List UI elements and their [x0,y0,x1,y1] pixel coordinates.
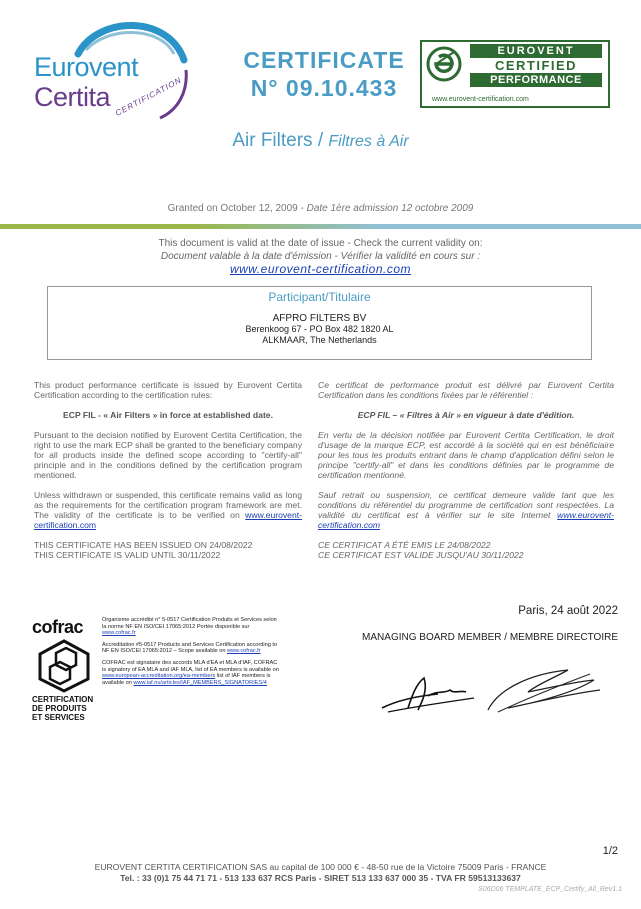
cofrac-fr-text: Organisme accrédité n° 5-0517 Certification Produits et Services selon la norme NF EN ISO/CEI 17065:2012 Portée disponible sur [102,617,277,630]
cofrac-ea-link[interactable]: www.european-accreditation.org/ea-members [102,673,216,680]
english-column [34,380,302,560]
cofrac-wordmark: cofrac [32,617,84,637]
cofrac-logo [32,617,98,729]
validity-notice [0,237,641,276]
certificate-title [226,46,422,102]
divider-gradient [0,224,641,229]
eurovent-certified-performance-logo [420,40,610,108]
en-paragraph-4-text: Unless withdrawn or suspended, this certificate remains valid as long as the requirements for the certification program framework are met. The validity of the certificate is to be verified on [34,490,302,520]
en-paragraph-1: This product performance certificate is issued by Eurovent Certita Certification according to the certification rules: [34,380,302,400]
participant-name: AFPRO FILTERS BV [272,313,367,324]
fr-issued-date: CE CERTIFICAT A ÉTÉ EMIS LE 24/08/2022 [318,540,491,550]
granted-fr: Date 1ère admission 12 octobre 2009 [306,203,474,214]
french-column [318,380,614,560]
en-paragraph-4 [34,490,302,530]
ecp-band-eurovent: EUROVENT [470,44,602,58]
cofrac-mla [102,660,282,686]
participant-title: Participant/Titulaire [268,290,371,304]
signature-1 [382,678,474,712]
en-issued-date: THIS CERTIFICATE HAS BEEN ISSUED ON 24/08/2022 [34,540,253,550]
cofrac-caption-line2: DE PRODUITS [32,704,87,713]
certificate-title-line1: CERTIFICATE [243,47,405,73]
logo-certification-text: CERTIFICATION [114,75,184,118]
cofrac-caption [32,695,93,722]
signatures-image [378,660,608,722]
page-number: 1/2 [602,845,618,857]
cofrac-caption-line1: CERTIFICATION [32,695,94,704]
cofrac-iaf-link[interactable]: www.iaf.nu/articles/IAF_MEMBERS_SIGNATORIES/4 [133,679,267,686]
footer-registration-line: Tel. : 33 (0)1 75 44 71 71 - 513 133 637 RCS Paris - SIRET 513 133 637 000 35 - TVA FR 59513133637 [120,873,521,883]
cofrac-mla-text: COFRAC est signataire des accords MLA d'EA et MLA d'IAF, COFRAC is signatory of EA MLA and IAF MLA, list of EA members is available on [102,659,279,673]
logo-certita-text: Certita [34,82,111,112]
cofrac-fr-accreditation [102,617,282,637]
cofrac-fr-link[interactable]: www.cofrac.fr [102,630,136,637]
fr-paragraph-4 [318,490,614,530]
cofrac-caption-line3: ET SERVICES [32,713,85,722]
ecp-band-performance: PERFORMANCE [470,73,602,87]
cofrac-en-accreditation [102,642,282,655]
eurovent-certita-logo [28,18,188,128]
cofrac-mla-text2: list of IAF members is available on [102,673,271,686]
validity-fr: Document valable à la date d'émission - Vérifier la validité en cours sur : [160,251,481,262]
ecp-url: www.eurovent-certification.com [432,96,529,103]
ecp-badge-icon [426,46,462,82]
logo-eurovent-text: Eurovent [34,52,139,82]
certificate-number: N° 09.10.433 [250,75,398,101]
en-valid-until: THIS CERTIFICATE IS VALID UNTIL 30/11/2022 [34,550,221,560]
granted-en: Granted on October 12, 2009 - [167,203,304,214]
fr-valid-until: CE CERTIFICAT EST VALIDE JUSQU'AU 30/11/2022 [318,550,524,560]
subject-fr: Filtres à Air [328,133,409,150]
place-date: Paris, 24 août 2022 [518,605,618,617]
participant-box [47,286,592,360]
en-paragraph-3: Pursuant to the decision notified by Eurovent Certita Certification, the right to use the mark ECP shall be granted to the beneficiary company for all products inside the defined scope according to "certify-all" principle and in the conditions defined by the certification program mentioned. [34,430,302,480]
granted-date [0,203,641,214]
fr-paragraph-1: Ce certificat de performance produit est délivré par Eurovent Certita Certification dans les conditions fixées par le référentiel : [318,380,614,400]
cofrac-accreditation-text [102,617,282,691]
ecp-certified-text: CERTIFIED [494,58,578,73]
fr-paragraph-4-text: Sauf retrait ou suspension, ce certificat demeure valide tant que les conditions du référentiel du programme de certification sont respectées. La validité du certificat est à vérifier sur le site Internet [318,490,614,520]
template-reference: S06D06 TEMPLATE_ECP_Certify_All_Rev1.1 [478,886,622,893]
en-validity-link[interactable]: www.eurovent-certification.com [34,510,302,530]
participant-address-line2: ALKMAAR, The Netherlands [262,335,377,345]
footer-company-line: EUROVENT CERTITA CERTIFICATION SAS au capital de 100 000 € - 48-50 rue de la Victoire 75009 Paris - FRANCE [94,862,547,872]
cofrac-en-link[interactable]: www.cofrac.fr [227,648,261,655]
validity-link[interactable]: www.eurovent-certification.com [229,262,412,276]
certificate-subject [0,130,641,152]
validity-en: This document is valid at the date of issue - Check the current validity on: [158,238,483,249]
signatory-role: MANAGING BOARD MEMBER / MEMBRE DIRECTOIRE [362,632,618,643]
cofrac-en-text: Accreditation #5-0517 Products and Services Certification according to NF EN ISO/CEI 17065:2012 – Scope available on [102,641,278,655]
subject-en: Air Filters / [232,130,324,151]
en-rules-reference: ECP FIL - « Air Filters » in force at established date. [63,410,273,420]
participant-address-line1: Berenkoog 67 - PO Box 482 1820 AL [245,324,394,334]
fr-paragraph-3: En vertu de la décision notifiée par Eurovent Certita Certification, le droit d'usage de la marque ECP, est accordé à la société qui en est bénéficiaire pour les tous les produits entrant dans le champ d'application défini selon le principe "certify-all" et dans les conditions définies par le programme de certification mentionné. [318,430,614,480]
fr-rules-reference: ECP FIL – « Filtres à Air » en vigueur à date d'édition. [357,410,575,420]
cofrac-hexagon-icon [36,639,92,693]
fr-validity-link[interactable]: www.eurovent-certification.com [318,510,615,530]
signature-2 [488,670,600,712]
